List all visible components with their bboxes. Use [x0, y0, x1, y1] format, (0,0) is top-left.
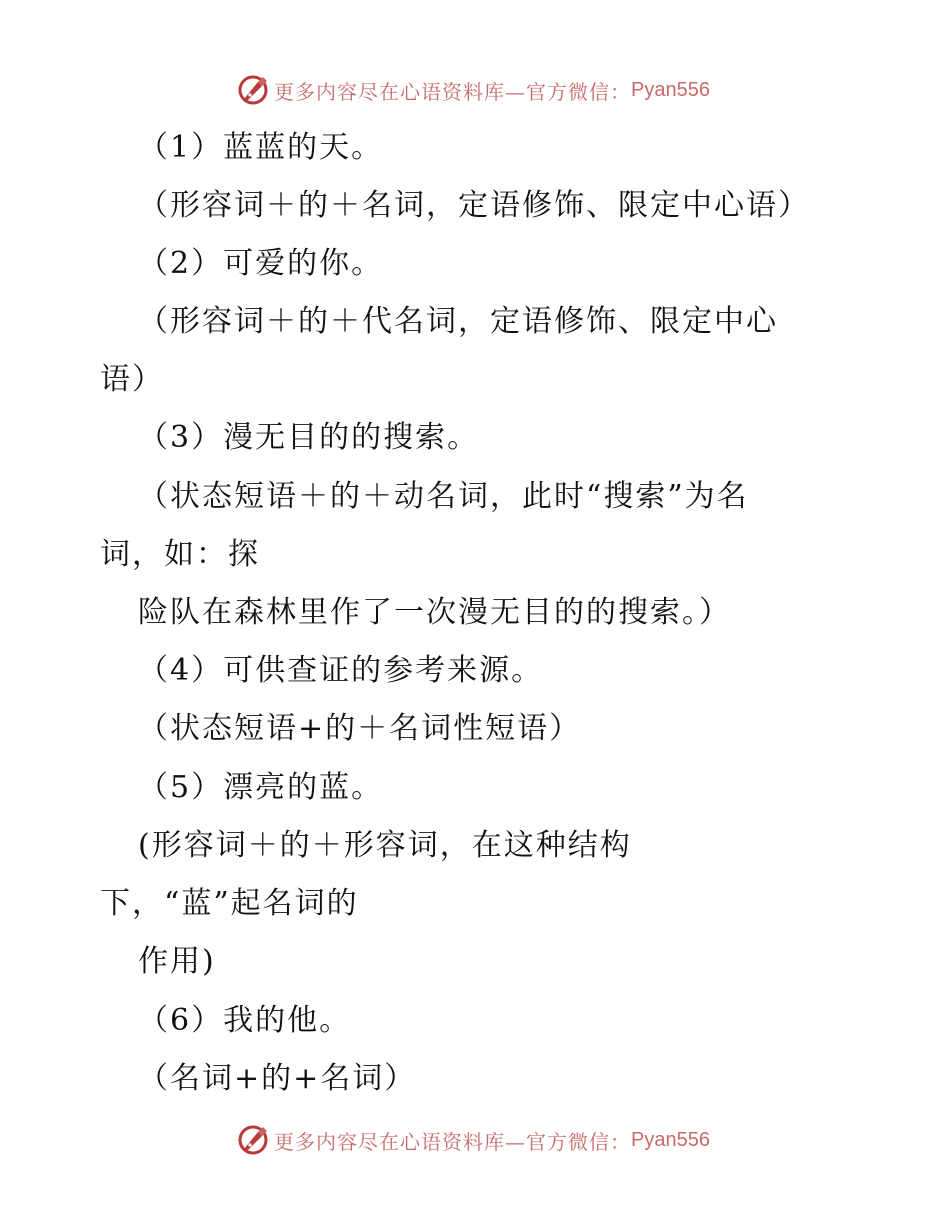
banner-content	[236, 1124, 710, 1156]
banner-text: 更多内容尽在心语资料库—官方微信：	[274, 1129, 631, 1154]
text-line: （2）可爱的你。	[138, 246, 384, 281]
footer-banner	[0, 1120, 950, 1160]
text-line: （1）蓝蓝的天。	[138, 130, 384, 165]
text-line: 作用)	[138, 944, 216, 979]
text-line: 险队在森林里作了一次漫无目的的搜索。）	[138, 595, 731, 630]
text-line: 语）	[100, 362, 164, 397]
header-banner	[0, 70, 950, 110]
text-line: 下，“蓝”起名词的	[100, 886, 359, 921]
text-line: （4）可供查证的参考来源。	[138, 653, 544, 688]
pen-nib-logo-icon	[236, 73, 270, 107]
text-line: （3）漫无目的的搜索。	[138, 420, 480, 455]
banner-content	[236, 74, 710, 106]
text-line: 词，如：探	[100, 537, 260, 572]
pen-nib-logo-icon	[236, 1123, 270, 1157]
text-line: (形容词＋的＋形容词，在这种结构	[138, 828, 632, 863]
text-line: （5）漂亮的蓝。	[138, 770, 384, 805]
banner-text: 更多内容尽在心语资料库—官方微信：	[274, 79, 631, 104]
text-line: （名词+的+名词）	[138, 1061, 417, 1096]
banner-wechat-id: Pyan556	[631, 78, 710, 101]
banner-wechat-id: Pyan556	[631, 1128, 710, 1151]
text-line: （形容词＋的＋名词，定语修饰、限定中心语）	[138, 188, 810, 223]
text-line: （状态短语+的＋名词性短语）	[138, 711, 582, 746]
text-line: （形容词＋的＋代名词，定语修饰、限定中心	[138, 304, 778, 339]
text-line: （状态短语＋的＋动名词，此时“搜索”为名	[138, 479, 749, 514]
text-line: （6）我的他。	[138, 1003, 352, 1038]
